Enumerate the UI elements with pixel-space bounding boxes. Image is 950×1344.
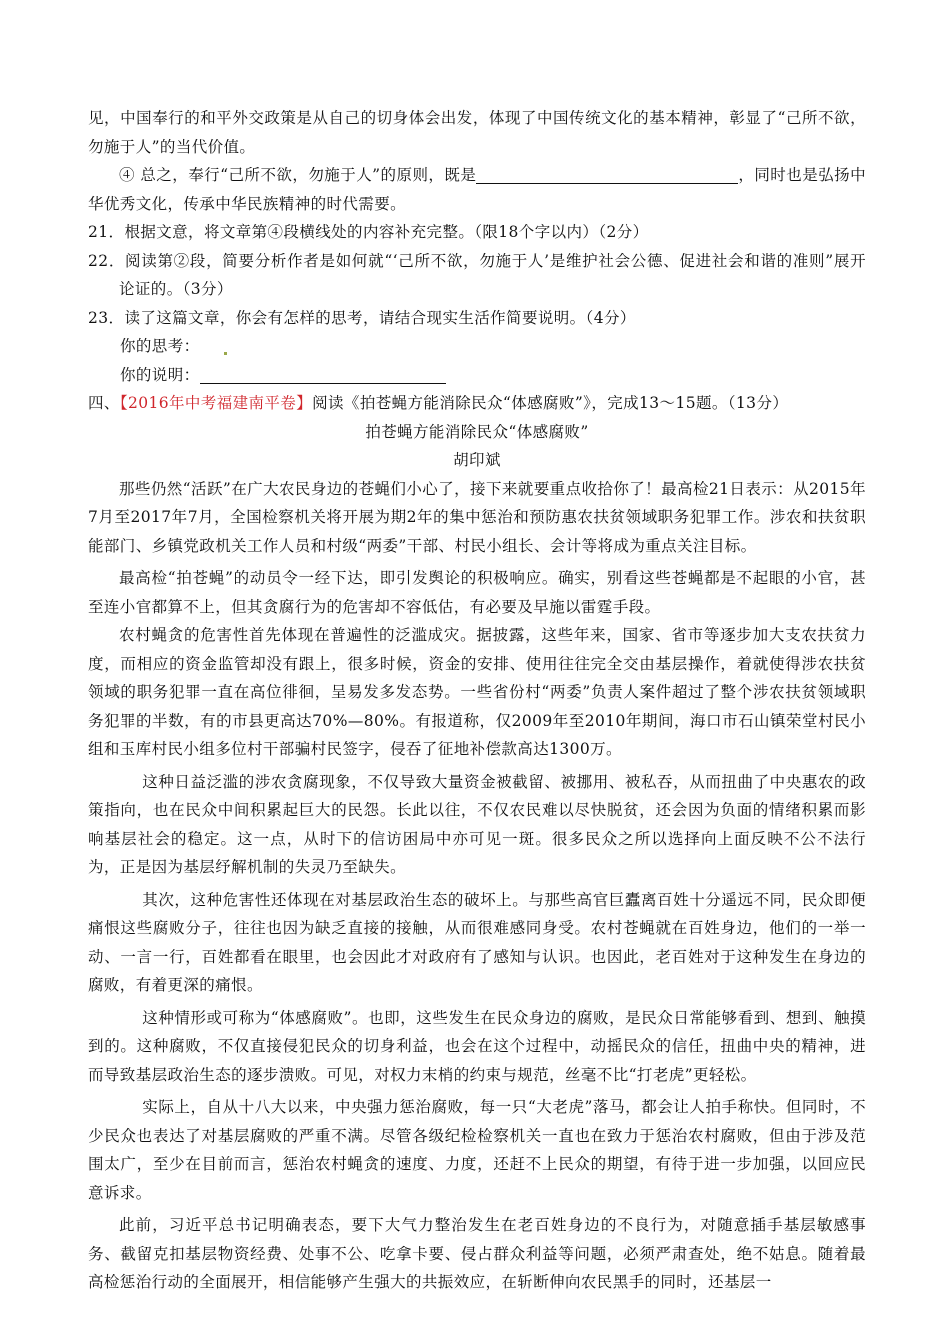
prev-paragraph-4: ④ 总之，奉行“己所不欲，勿施于人”的原则，既是 ，同时也是弘扬中华优秀文化，传承中华民族精神的时代需要。 (88, 166, 866, 213)
section-4-heading: 四、【2016年中考福建南平卷】阅读《拍苍蝇方能消除民众“体感腐败”》，完成13～15题。（13分） (88, 394, 789, 412)
question-22: 22．阅读第②段，简要分析作者是如何就“‘己所不欲，勿施于人’是维护社会公德、促进社会和谐的准则”展开论证的。（3分） (88, 251, 866, 298)
answer-think-row: 你的思考： (88, 332, 866, 361)
fill-in-blank-line[interactable] (476, 165, 738, 184)
article-paragraph: 这种情形或可称为“体感腐败”。也即，这些发生在民众身边的腐败，是民众日常能够看到、想到、触摸到的。这种腐败，不仅直接侵犯民众的切身利益，也会在这个过程中，动摇民众的信任，扭曲中央的精神，进而导致基层政治生态的逐步溃败。可见，对权力末梢的约束与规范，丝毫不比“打老虎”更轻松。 (88, 1008, 866, 1084)
article-paragraph: 其次，这种危害性还体现在对基层政治生态的破坏上。与那些高官巨蠹离百姓十分遥远不同，民众即便痛恨这些腐败分子，往往也因为缺乏直接的接触，从而很难感同身受。农村苍蝇就在百姓身边，他们的一举一动、一言一行，百姓都看在眼里，也会因此才对政府有了感知与认识。也因此，老百姓对于这种发生在身边的腐败，有着更深的痛恨。 (88, 890, 866, 994)
article-author: 胡印斌 (453, 451, 501, 469)
question-21: 21．根据文意，将文章第④段横线处的内容补充完整。（限18个字以内）（2分） (88, 223, 649, 241)
article-paragraph: 此前，习近平总书记明确表态，要下大气力整治发生在老百姓身边的不良行为，对随意插手基层敏感事务、截留克扣基层物资经费、处事不公、吃拿卡要、侵占群众利益等问题，必须严肃查处，绝不姑息。随着最高检惩治行动的全面展开，相信能够产生强大的共振效应，在斩断伸向农民黑手的同时，还基层一 (88, 1216, 866, 1291)
article-title: 拍苍蝇方能消除民众“体感腐败” (365, 422, 589, 441)
answer-explain-line[interactable] (200, 365, 446, 384)
article-paragraph: 农村蝇贪的危害性首先体现在普遍性的泛滥成灾。据披露，这些年来，国家、省市等逐步加大支农扶贫力度，而相应的资金监管却没有跟上，很多时候，资金的安排、使用往往完全交由基层操作，着就使得涉农扶贫领域的职务犯罪一直在高位徘徊，呈易发多发态势。一些省份村“两委”负责人案件超过了整个涉农扶贫领域职务犯罪的半数，有的市县更高达70%—80%。有报道称，仅2009年至2010年期间，海口市石山镇荣堂村民小组和玉库村民小组多位村干部骗村民签字，侵吞了征地补偿款高达1300万。 (88, 626, 866, 758)
article-paragraph: 最高检“拍苍蝇”的动员令一经下达，即引发舆论的积极响应。确实，别看这些苍蝇都是不起眼的小官，甚至连小官都算不上，但其贪腐行为的危害却不容低估，有必要及早施以雷霆手段。 (88, 569, 866, 616)
question-23: 23．读了这篇文章，你会有怎样的思考，请结合现实生活作简要说明。（4分） (88, 308, 636, 327)
dot-mark (224, 352, 227, 355)
article-paragraph: 这种日益泛滥的涉农贪腐现象，不仅导致大量资金被截留、被挪用、被私吞，从而扭曲了中央惠农的政策指向，也在民众中间积累起巨大的民怨。长此以往，不仅农民难以尽快脱贫，还会因为负面的情绪积累而影响基层社会的稳定。这一点，从时下的信访困局中亦可见一斑。很多民众之所以选择向上面反映不公不法行为，正是因为基层纾解机制的失灵乃至缺失。 (88, 772, 866, 876)
source-tag: 【2016年中考福建南平卷】 (119, 394, 313, 412)
answer-explain-row: 你的说明： (88, 361, 866, 390)
article-paragraph: 实际上，自从十八大以来，中央强力惩治腐败，每一只“大老虎”落马，都会让人拍手称快。但同时，不少民众也表达了对基层腐败的严重不满。尽管各级纪检检察机关一直也在致力于惩治农村腐败，但由于涉及范围太广，至少在目前而言，惩治农村蝇贪的速度、力度，还赶不上民众的期望，有待于进一步加强，以回应民意诉求。 (88, 1098, 866, 1202)
article-paragraph: 那些仍然“活跃”在广大农民身边的苍蝇们小心了，接下来就要重点收拾你了！最高检21日表示：从2015年7月至2017年7月，全国检察机关将开展为期2年的集中惩治和预防惠农扶贫领域职务犯罪工作。涉农和扶贫职能部门、乡镇党政机关工作人员和村级“两委”干部、村民小组长、会计等将成为重点关注目标。 (88, 479, 866, 555)
prev-paragraph-3-end: 见，中国奉行的和平外交政策是从自己的切身体会出发，体现了中国传统文化的基本精神，彰显了“己所不欲，勿施于人”的当代价值。 (88, 109, 866, 156)
document-page (88, 104, 866, 1297)
